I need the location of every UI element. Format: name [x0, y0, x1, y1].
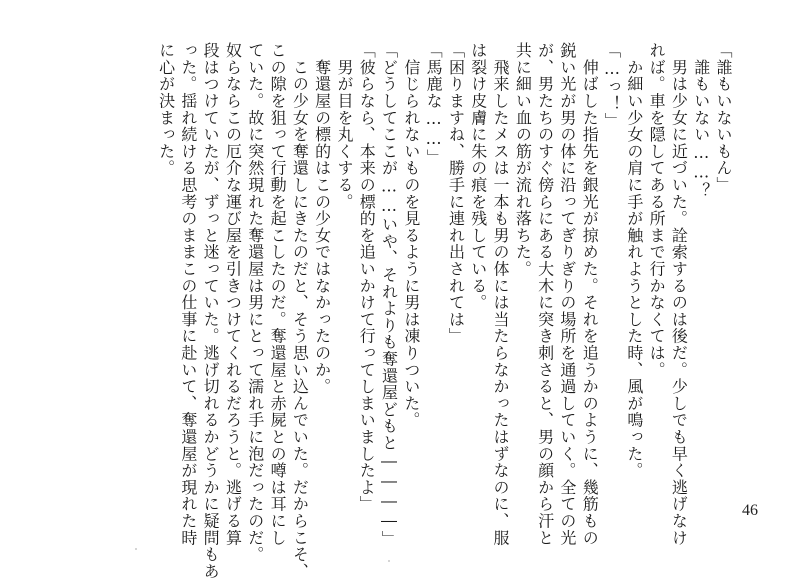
text-line: に心が決まった。 [156, 42, 176, 177]
text-line: 男は少女に近づいた。詮索するのは後だ。少しでも早く逃げなけ [669, 42, 689, 546]
text-line: 飛来したメスは一本も男の体には当たらなかったはずなのに、服 [491, 42, 511, 546]
text-line: は裂け皮膚に朱の痕を残している。 [468, 42, 488, 311]
text-line: 「馬鹿な……」 [424, 42, 444, 166]
text-line: ていた。故に突然現れた奪還屋は男にとって濡れ手に泡だったのだ。 [245, 42, 265, 563]
text-line: 伸ばした指先を銀光が掠めた。それを追うかのように、幾筋もの [580, 42, 600, 546]
text-line: 「彼らなら、本来の標的を追いかけて行ってしまいましたよ」 [357, 42, 377, 513]
text-line: れば。車を隠してある所まで行かなくては。 [647, 42, 667, 378]
text-line: 「どうしてここが……いや、それよりも奪還屋どもと――――」 [379, 42, 399, 548]
text-line: 「…っ！」 [602, 42, 622, 129]
text-line: 「困りますね、勝手に連れ出されては」 [446, 42, 466, 345]
text-line: 段はつけていたが、ずっと迷っていた。逃げ切れるかどうかに疑問もあ [201, 42, 221, 580]
text-line: 誰もいない……？ [691, 42, 711, 200]
scan-speck [388, 560, 390, 562]
text-line: 「誰もいないもん」 [714, 42, 733, 194]
text-line: この少女を奪還しにきたのだと、そう思い込んでいた。だからこそ、 [290, 42, 310, 580]
text-line: 鋭い光が男の体に沿ってぎりぎりの場所を通過していく。全ての光 [557, 42, 577, 546]
vertical-text-block [154, 42, 734, 580]
text-line: 男が目を丸くする。 [334, 42, 354, 210]
text-line: 奪還屋の標的はこの少女ではなかったのか。 [312, 42, 332, 395]
text-line: この隙を狙って行動を起こしたのだ。奪還屋と赤屍との噂は耳にし [268, 42, 288, 546]
text-line: 奴らならこの厄介な運び屋を引きつけてくれるだろうと。逃げる算 [223, 42, 243, 546]
text-line: が、男たちのすぐ傍らにある大木に突き刺さると、男の顔から汗と [535, 42, 555, 546]
text-line: か細い少女の肩に手が触れようとした時、風が鳴った。 [624, 42, 644, 479]
page-number: 46 [742, 502, 758, 519]
scan-speck [135, 548, 137, 550]
text-line: 信じられないものを見るように男は凍りついた。 [401, 42, 421, 429]
text-line: 共に細い血の筋が流れ落ちた。 [513, 42, 533, 278]
text-line: った。揺れ続ける思考のままこの仕事に赴いて、奪還屋が現れた時 [178, 42, 198, 546]
